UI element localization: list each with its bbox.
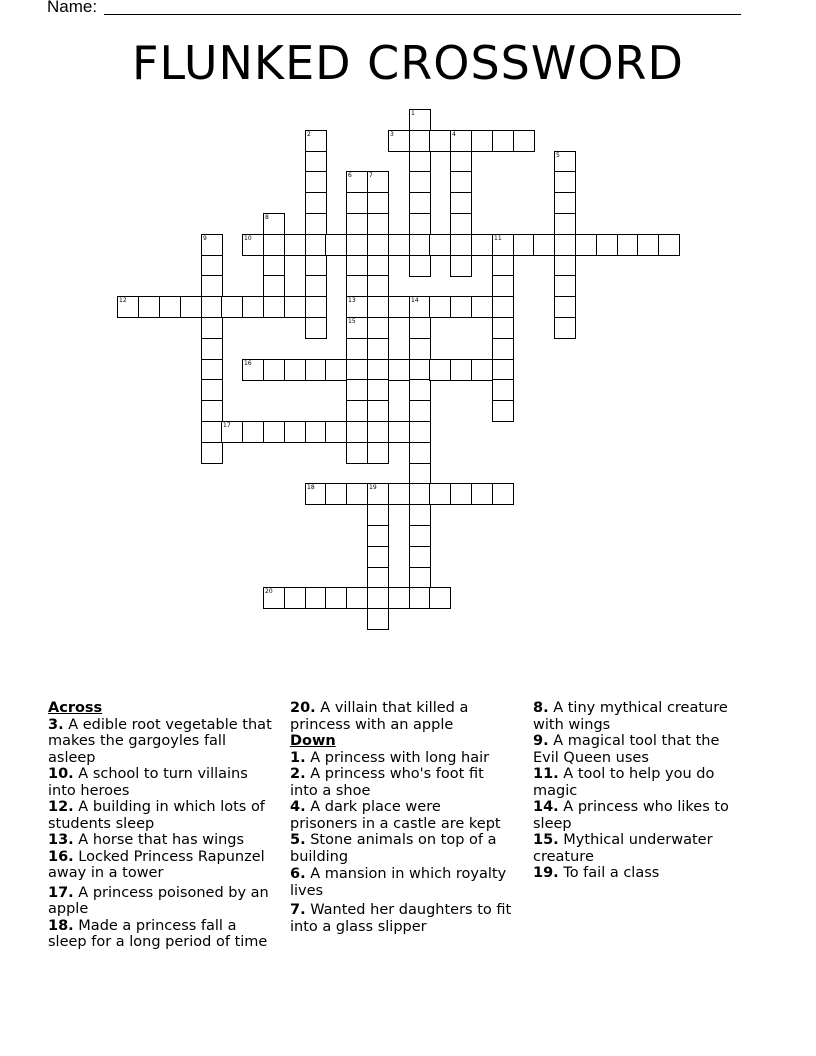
grid-cell[interactable] — [305, 192, 327, 214]
grid-cell[interactable] — [409, 151, 431, 173]
grid-cell[interactable] — [242, 296, 264, 318]
grid-cell[interactable] — [305, 359, 327, 381]
clues-column-2 — [290, 700, 512, 935]
grid-cell[interactable] — [554, 192, 576, 214]
grid-cell[interactable] — [367, 504, 389, 526]
grid-cell[interactable] — [346, 255, 368, 277]
grid-cell[interactable] — [242, 359, 264, 381]
cell-number: 1 — [411, 110, 415, 117]
grid-cell[interactable] — [492, 400, 514, 422]
grid-cell[interactable] — [513, 234, 535, 256]
clue-text: A tiny mythical creature with wings — [533, 700, 728, 733]
cell-number: 20 — [265, 588, 273, 595]
grid-cell[interactable] — [325, 359, 347, 381]
grid-cell[interactable] — [346, 213, 368, 235]
clue-number: 2. — [290, 766, 306, 782]
clue-number: 14. — [533, 799, 559, 815]
grid-cell[interactable] — [533, 234, 555, 256]
grid-cell[interactable] — [637, 234, 659, 256]
grid-cell[interactable] — [263, 587, 285, 609]
clue-number: 10. — [48, 766, 74, 782]
grid-cell[interactable] — [388, 483, 410, 505]
grid-cell[interactable] — [201, 442, 223, 464]
page-title: FLUNKED CROSSWORD — [132, 36, 684, 90]
grid-cell[interactable] — [409, 296, 431, 318]
grid-cell[interactable] — [367, 359, 389, 381]
grid-cell[interactable] — [429, 296, 451, 318]
grid-cell[interactable] — [325, 483, 347, 505]
grid-cell[interactable] — [346, 359, 368, 381]
grid-cell[interactable] — [429, 359, 451, 381]
cell-number: 3 — [390, 131, 394, 138]
grid-cell[interactable] — [201, 379, 223, 401]
grid-cell[interactable] — [346, 587, 368, 609]
clue-number: 17. — [48, 884, 74, 901]
clues-column-3 — [533, 700, 743, 882]
grid-cell[interactable] — [325, 421, 347, 443]
grid-cell[interactable] — [284, 587, 306, 609]
grid-cell[interactable] — [263, 213, 285, 235]
grid-cell[interactable] — [201, 400, 223, 422]
grid-cell[interactable] — [492, 338, 514, 360]
grid-cell[interactable] — [575, 234, 597, 256]
grid-cell[interactable] — [367, 400, 389, 422]
down-clue-15 — [533, 832, 743, 865]
grid-cell[interactable] — [367, 546, 389, 568]
grid-cell[interactable] — [388, 130, 410, 152]
grid-cell[interactable] — [284, 421, 306, 443]
clue-number: 7. — [290, 902, 306, 918]
clue-text: A school to turn villains into heroes — [48, 766, 248, 799]
grid-cell[interactable] — [513, 130, 535, 152]
clue-number: 20. — [290, 700, 316, 716]
grid-cell[interactable] — [367, 567, 389, 589]
grid-cell[interactable] — [305, 421, 327, 443]
grid-cell[interactable] — [450, 213, 472, 235]
grid-cell[interactable] — [367, 234, 389, 256]
across-clue-3 — [48, 717, 273, 767]
grid-cell[interactable] — [346, 234, 368, 256]
clue-text: A horse that has wings — [78, 832, 245, 848]
grid-cell[interactable] — [554, 234, 576, 256]
grid-cell[interactable] — [180, 296, 202, 318]
grid-cell[interactable] — [409, 379, 431, 401]
clue-text: A tool to help you do magic — [533, 766, 715, 799]
down-clue-6 — [290, 866, 512, 899]
name-label: Name: — [47, 0, 98, 16]
grid-cell[interactable] — [409, 587, 431, 609]
clue-number: 12. — [48, 799, 74, 815]
cell-number: 10 — [244, 235, 252, 242]
grid-cell[interactable] — [138, 296, 160, 318]
grid-cell[interactable] — [346, 171, 368, 193]
cell-number: 9 — [203, 235, 207, 242]
grid-cell[interactable] — [201, 359, 223, 381]
cell-number: 5 — [556, 152, 560, 159]
clue-number: 6. — [290, 866, 306, 882]
clue-number: 4. — [290, 799, 306, 815]
cell-number: 19 — [369, 484, 377, 491]
clue-text: A princess poisoned by an apple — [48, 884, 269, 917]
down-clue-2 — [290, 766, 512, 799]
across-heading: Across — [48, 700, 103, 716]
grid-cell[interactable] — [367, 213, 389, 235]
grid-cell[interactable] — [658, 234, 680, 256]
grid-cell[interactable] — [367, 442, 389, 464]
grid-cell[interactable] — [284, 296, 306, 318]
grid-cell[interactable] — [409, 483, 431, 505]
cell-number: 11 — [494, 235, 502, 242]
grid-cell[interactable] — [554, 151, 576, 173]
grid-cell[interactable] — [471, 483, 493, 505]
grid-cell[interactable] — [409, 338, 431, 360]
cell-number: 6 — [348, 172, 352, 179]
grid-cell[interactable] — [325, 587, 347, 609]
grid-cell[interactable] — [409, 463, 431, 485]
grid-cell[interactable] — [305, 213, 327, 235]
grid-cell[interactable] — [388, 359, 410, 381]
grid-cell[interactable] — [201, 255, 223, 277]
grid-cell[interactable] — [409, 525, 431, 547]
down-clue-14 — [533, 799, 743, 832]
clue-text: Made a princess fall a sleep for a long period of time — [48, 917, 268, 950]
grid-cell[interactable] — [305, 255, 327, 277]
grid-cell[interactable] — [409, 504, 431, 526]
grid-cell[interactable] — [263, 234, 285, 256]
grid-cell[interactable] — [471, 359, 493, 381]
grid-cell[interactable] — [554, 275, 576, 297]
grid-cell[interactable] — [346, 338, 368, 360]
grid-cell[interactable] — [346, 192, 368, 214]
grid-cell[interactable] — [409, 192, 431, 214]
cell-number: 2 — [307, 131, 311, 138]
clue-text: A princess who likes to sleep — [533, 799, 729, 832]
grid-cell[interactable] — [450, 151, 472, 173]
across-clue-12 — [48, 799, 273, 832]
grid-cell[interactable] — [388, 421, 410, 443]
grid-cell[interactable] — [409, 109, 431, 131]
grid-cell[interactable] — [201, 421, 223, 443]
grid-cell[interactable] — [346, 296, 368, 318]
grid-cell[interactable] — [346, 379, 368, 401]
grid-cell[interactable] — [305, 587, 327, 609]
grid-cell[interactable] — [346, 400, 368, 422]
grid-cell[interactable] — [305, 151, 327, 173]
grid-cell[interactable] — [263, 296, 285, 318]
grid-cell[interactable] — [554, 213, 576, 235]
across-clue-13 — [48, 832, 273, 849]
cell-number: 12 — [119, 297, 127, 304]
down-clue-9 — [533, 733, 743, 766]
grid-cell[interactable] — [388, 587, 410, 609]
cell-number: 18 — [307, 484, 315, 491]
grid-cell[interactable] — [409, 130, 431, 152]
clue-text: A dark place were prisoners in a castle are kept — [290, 799, 501, 832]
grid-cell[interactable] — [492, 296, 514, 318]
grid-cell[interactable] — [367, 317, 389, 339]
across-clue-16 — [48, 849, 273, 882]
clue-number: 11. — [533, 766, 559, 782]
grid-cell[interactable] — [409, 255, 431, 277]
grid-cell[interactable] — [409, 171, 431, 193]
grid-cell[interactable] — [554, 171, 576, 193]
across-clue-17 — [48, 885, 273, 918]
clue-text: Wanted her daughters to fit into a glass slipper — [290, 902, 512, 935]
clue-text: Stone animals on top of a building — [290, 832, 497, 865]
grid-cell[interactable] — [596, 234, 618, 256]
grid-cell[interactable] — [242, 234, 264, 256]
cell-number: 14 — [411, 297, 419, 304]
grid-cell[interactable] — [284, 359, 306, 381]
grid-cell[interactable] — [492, 379, 514, 401]
grid-cell[interactable] — [305, 296, 327, 318]
grid-cell[interactable] — [429, 130, 451, 152]
grid-cell[interactable] — [492, 234, 514, 256]
grid-cell[interactable] — [367, 296, 389, 318]
grid-cell[interactable] — [201, 296, 223, 318]
cell-number: 13 — [348, 297, 356, 304]
across-clue-18 — [48, 918, 273, 951]
grid-cell[interactable] — [429, 587, 451, 609]
cell-number: 17 — [223, 422, 231, 429]
grid-cell[interactable] — [429, 483, 451, 505]
down-heading: Down — [290, 733, 336, 749]
clue-number: 13. — [48, 832, 74, 848]
grid-cell[interactable] — [617, 234, 639, 256]
clue-number: 8. — [533, 700, 549, 716]
grid-cell[interactable] — [367, 338, 389, 360]
clue-number: 18. — [48, 917, 74, 934]
clue-text: Locked Princess Rapunzel away in a tower — [48, 848, 265, 881]
grid-cell[interactable] — [201, 234, 223, 256]
grid-cell[interactable] — [409, 359, 431, 381]
grid-cell[interactable] — [263, 275, 285, 297]
clue-number: 1. — [290, 749, 306, 766]
grid-cell[interactable] — [471, 296, 493, 318]
clue-text: A building in which lots of students sleep — [48, 799, 265, 832]
grid-cell[interactable] — [367, 255, 389, 277]
grid-cell[interactable] — [429, 234, 451, 256]
grid-cell[interactable] — [450, 234, 472, 256]
grid-cell[interactable] — [346, 275, 368, 297]
down-clue-4 — [290, 799, 512, 832]
clues-column-1 — [48, 700, 273, 951]
clue-number: 16. — [48, 848, 74, 865]
grid-cell[interactable] — [367, 192, 389, 214]
down-clue-7 — [290, 902, 512, 935]
grid-cell[interactable] — [388, 296, 410, 318]
across-clue-10 — [48, 766, 273, 799]
grid-cell[interactable] — [346, 421, 368, 443]
grid-cell[interactable] — [492, 359, 514, 381]
grid-cell[interactable] — [367, 608, 389, 630]
down-clue-19 — [533, 865, 743, 882]
grid-cell[interactable] — [450, 130, 472, 152]
grid-cell[interactable] — [554, 255, 576, 277]
grid-cell[interactable] — [367, 525, 389, 547]
grid-cell[interactable] — [409, 400, 431, 422]
grid-cell[interactable] — [346, 317, 368, 339]
grid-cell[interactable] — [409, 213, 431, 235]
clue-text: To fail a class — [563, 865, 660, 881]
grid-cell[interactable] — [263, 359, 285, 381]
clue-number: 19. — [533, 865, 559, 881]
clue-text: A princess with long hair — [310, 749, 490, 766]
grid-cell[interactable] — [346, 442, 368, 464]
grid-cell[interactable] — [492, 317, 514, 339]
grid-cell[interactable] — [305, 317, 327, 339]
grid-cell[interactable] — [554, 296, 576, 318]
grid-cell[interactable] — [471, 130, 493, 152]
grid-cell[interactable] — [492, 483, 514, 505]
grid-cell[interactable] — [409, 317, 431, 339]
grid-cell[interactable] — [492, 255, 514, 277]
grid-cell[interactable] — [201, 317, 223, 339]
grid-cell[interactable] — [367, 379, 389, 401]
grid-cell[interactable] — [325, 234, 347, 256]
grid-cell[interactable] — [305, 171, 327, 193]
grid-cell[interactable] — [305, 275, 327, 297]
grid-cell[interactable] — [450, 483, 472, 505]
down-clue-11 — [533, 766, 743, 799]
grid-cell[interactable] — [201, 338, 223, 360]
clue-number: 15. — [533, 832, 559, 848]
clue-text: A villain that killed a princess with an apple — [290, 700, 469, 733]
grid-cell[interactable] — [346, 483, 368, 505]
grid-cell[interactable] — [305, 234, 327, 256]
grid-cell[interactable] — [159, 296, 181, 318]
grid-cell[interactable] — [409, 234, 431, 256]
grid-cell[interactable] — [367, 275, 389, 297]
clue-text: Mythical underwater creature — [533, 832, 713, 865]
down-clue-8 — [533, 700, 743, 733]
grid-cell[interactable] — [117, 296, 139, 318]
grid-cell[interactable] — [221, 296, 243, 318]
down-clue-1 — [290, 750, 512, 767]
grid-cell[interactable] — [284, 234, 306, 256]
grid-cell[interactable] — [388, 234, 410, 256]
grid-cell[interactable] — [367, 171, 389, 193]
grid-cell[interactable] — [450, 171, 472, 193]
cell-number: 8 — [265, 214, 269, 221]
clue-number: 5. — [290, 832, 306, 848]
grid-cell[interactable] — [409, 567, 431, 589]
across-clue-20 — [290, 700, 512, 733]
grid-cell[interactable] — [221, 421, 243, 443]
grid-cell[interactable] — [450, 296, 472, 318]
clue-text: A princess who's foot fit into a shoe — [290, 766, 484, 799]
cell-number: 16 — [244, 360, 252, 367]
grid-cell[interactable] — [367, 483, 389, 505]
cell-number: 15 — [348, 318, 356, 325]
down-clue-5 — [290, 832, 512, 865]
clue-text: A magical tool that the Evil Queen uses — [533, 733, 720, 766]
grid-cell[interactable] — [450, 359, 472, 381]
grid-cell[interactable] — [409, 442, 431, 464]
grid-cell[interactable] — [367, 421, 389, 443]
grid-cell[interactable] — [242, 421, 264, 443]
grid-cell[interactable] — [471, 234, 493, 256]
clue-text: A mansion in which royalty lives — [290, 866, 507, 899]
clue-text: A edible root vegetable that makes the gargoyles fall asleep — [48, 716, 272, 766]
grid-cell[interactable] — [492, 275, 514, 297]
cell-number: 7 — [369, 172, 373, 179]
grid-cell[interactable] — [492, 130, 514, 152]
clue-number: 9. — [533, 733, 549, 749]
grid-cell[interactable] — [367, 587, 389, 609]
grid-cell[interactable] — [450, 255, 472, 277]
grid-cell[interactable] — [305, 483, 327, 505]
grid-cell[interactable] — [201, 275, 223, 297]
grid-cell[interactable] — [263, 255, 285, 277]
grid-cell[interactable] — [263, 421, 285, 443]
grid-cell[interactable] — [409, 546, 431, 568]
grid-cell[interactable] — [450, 192, 472, 214]
grid-cell[interactable] — [305, 130, 327, 152]
cell-number: 4 — [452, 131, 456, 138]
grid-cell[interactable] — [554, 317, 576, 339]
clue-number: 3. — [48, 716, 64, 733]
grid-cell[interactable] — [409, 421, 431, 443]
